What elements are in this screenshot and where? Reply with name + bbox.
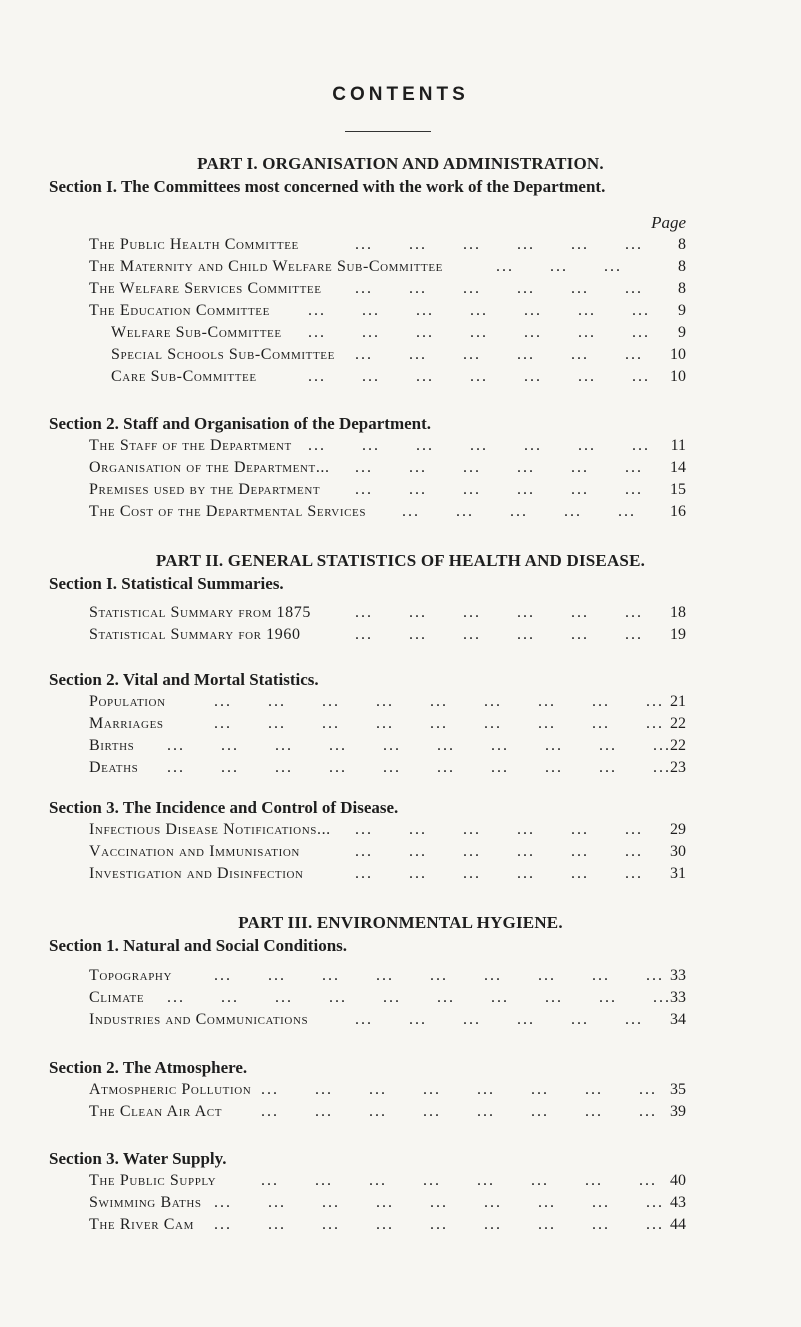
title-rule [345,131,431,132]
toc-entry-page: 39 [670,1103,686,1120]
toc-entry-label: Premises used by the Department [89,481,321,498]
toc-entry-page: 15 [670,481,686,498]
toc-entry-page: 43 [670,1194,686,1211]
toc-entry [89,820,686,840]
dot-leader: ... ... ... ... ... ... ... [308,437,650,454]
toc-entry [89,1080,686,1100]
dot-leader: ... ... ... ... ... ... ... ... ... ... [167,989,671,1006]
toc-entry-page: 14 [670,459,686,476]
toc-entry [89,625,686,645]
toc-entry-label: Statistical Summary from 1875 [89,604,311,621]
toc-entry-label: Care Sub-Committee [111,368,257,385]
toc-entry-label: The Public Supply [89,1172,217,1189]
toc-entry-page: 23 [670,759,686,776]
dot-leader: ... ... ... ... ... ... [355,604,643,621]
toc-entry-label: The Public Health Committee [89,236,299,253]
toc-entry-label: The Cost of the Departmental Services [89,503,367,520]
section-heading: Section 1. Natural and Social Conditions. [49,936,348,955]
toc-entry [89,988,686,1008]
dot-leader: ... ... ... ... ... ... [355,843,643,860]
toc-entry-page: 33 [670,967,686,984]
toc-entry-page: 8 [678,236,686,253]
dot-leader: ... ... ... ... ... ... [355,865,643,882]
toc-entry-page: 31 [670,865,686,882]
toc-entry [111,345,686,365]
toc-entry-page: 22 [670,715,686,732]
toc-entry-page: 40 [670,1172,686,1189]
toc-entry-page: 8 [678,280,686,297]
toc-entry-label: Population [89,693,166,710]
dot-leader: ... ... ... ... ... ... [355,821,643,838]
toc-entry-label: Welfare Sub-Committee [111,324,282,341]
dot-leader: ... ... ... ... ... ... [355,1011,643,1028]
toc-entry [89,1193,686,1213]
dot-leader: ... ... ... [496,258,622,275]
toc-entry-label: The River Cam [89,1216,194,1233]
dot-leader: ... ... ... ... ... ... ... [308,368,650,385]
toc-entry [89,436,686,456]
dot-leader: ... ... ... ... ... ... [355,626,643,643]
toc-entry-page: 21 [670,693,686,710]
toc-entry-label: Births [89,737,135,754]
dot-leader: ... ... ... ... ... ... [355,346,643,363]
toc-entry-label: The Education Committee [89,302,270,319]
dot-leader: ... ... ... ... ... ... ... ... [261,1081,657,1098]
toc-entry [89,279,686,299]
toc-entry [111,323,686,343]
toc-entry-label: Infectious Disease Notifications... [89,821,331,838]
page-title: CONTENTS [332,84,469,105]
toc-entry-page: 19 [670,626,686,643]
section-heading: Section 3. Water Supply. [49,1149,227,1168]
toc-entry-page: 34 [670,1011,686,1028]
dot-leader: ... ... ... ... ... ... [355,280,643,297]
dot-leader: ... ... ... ... ... ... ... ... ... ... [167,759,671,776]
toc-entry-label: Vaccination and Immunisation [89,843,300,860]
toc-entry [89,714,686,734]
toc-entry [89,480,686,500]
toc-entry-label: Organisation of the Department... [89,459,330,476]
page-column-header: Page [651,213,686,232]
toc-entry [89,758,686,778]
dot-leader: ... ... ... ... ... ... ... [308,302,650,319]
toc-entry-page: 22 [670,737,686,754]
section-heading: Section I. The Committees most concerned with the work of the Department. [49,177,606,196]
toc-entry-label: Atmospheric Pollution [89,1081,252,1098]
dot-leader: ... ... ... ... ... ... ... ... ... [214,1194,664,1211]
toc-entry-page: 9 [678,324,686,341]
dot-leader: ... ... ... ... ... ... [355,481,643,498]
toc-entry-page: 35 [670,1081,686,1098]
toc-entry-label: The Welfare Services Committee [89,280,322,297]
toc-entry-page: 18 [670,604,686,621]
toc-entry-label: Marriages [89,715,164,732]
section-heading: Section 3. The Incidence and Control of Disease. [49,798,399,817]
toc-entry [89,1171,686,1191]
toc-entry [89,458,686,478]
toc-entry [89,1010,686,1030]
section-heading: Section 2. Staff and Organisation of the Department. [49,414,432,433]
dot-leader: ... ... ... ... ... ... ... ... [261,1103,657,1120]
part-heading: PART I. ORGANISATION AND ADMINISTRATION. [197,154,604,173]
toc-entry-label: Investigation and Disinfection [89,865,304,882]
toc-entry-label: Special Schools Sub-Committee [111,346,335,363]
section-heading: Section 2. The Atmosphere. [49,1058,248,1077]
toc-entry [89,301,686,321]
toc-entry-page: 29 [670,821,686,838]
toc-entry-label: The Maternity and Child Welfare Sub-Committee [89,258,443,275]
toc-entry-label: Industries and Communications [89,1011,309,1028]
toc-entry [89,603,686,623]
toc-entry-page: 30 [670,843,686,860]
toc-entry-page: 33 [670,989,686,1006]
toc-entry [89,257,686,277]
toc-entry [89,1102,686,1122]
section-heading: Section I. Statistical Summaries. [49,574,284,593]
toc-entry-page: 10 [670,346,686,363]
toc-entry [111,367,686,387]
toc-entry-label: Climate [89,989,145,1006]
toc-entry [89,842,686,862]
toc-entry-page: 10 [670,368,686,385]
part-heading: PART III. ENVIRONMENTAL HYGIENE. [238,913,563,932]
dot-leader: ... ... ... ... ... [402,503,636,520]
dot-leader: ... ... ... ... ... ... ... [308,324,650,341]
toc-entry [89,736,686,756]
toc-entry-label: Topography [89,967,173,984]
section-heading: Section 2. Vital and Mortal Statistics. [49,670,319,689]
toc-entry-page: 44 [670,1216,686,1233]
toc-entry [89,235,686,255]
toc-entry-page: 9 [678,302,686,319]
dot-leader: ... ... ... ... ... ... ... ... ... ... [167,737,671,754]
dot-leader: ... ... ... ... ... ... [355,459,643,476]
dot-leader: ... ... ... ... ... ... ... ... ... [214,967,664,984]
dot-leader: ... ... ... ... ... ... [355,236,643,253]
dot-leader: ... ... ... ... ... ... ... ... ... [214,1216,664,1233]
toc-entry [89,864,686,884]
toc-entry-label: Swimming Baths [89,1194,202,1211]
toc-entry [89,502,686,522]
toc-entry-label: The Staff of the Department [89,437,292,454]
toc-entry [89,966,686,986]
toc-entry-label: Statistical Summary for 1960 [89,626,301,643]
toc-entry-label: Deaths [89,759,139,776]
toc-entry-page: 16 [670,503,686,520]
toc-entry-page: 11 [670,437,686,454]
toc-entry [89,692,686,712]
toc-entry-page: 8 [678,258,686,275]
toc-entry-label: The Clean Air Act [89,1103,223,1120]
toc-entry [89,1215,686,1235]
dot-leader: ... ... ... ... ... ... ... ... ... [214,693,664,710]
part-heading: PART II. GENERAL STATISTICS OF HEALTH AND DISEASE. [155,551,646,570]
dot-leader: ... ... ... ... ... ... ... ... ... [214,715,664,732]
dot-leader: ... ... ... ... ... ... ... ... [261,1172,657,1189]
